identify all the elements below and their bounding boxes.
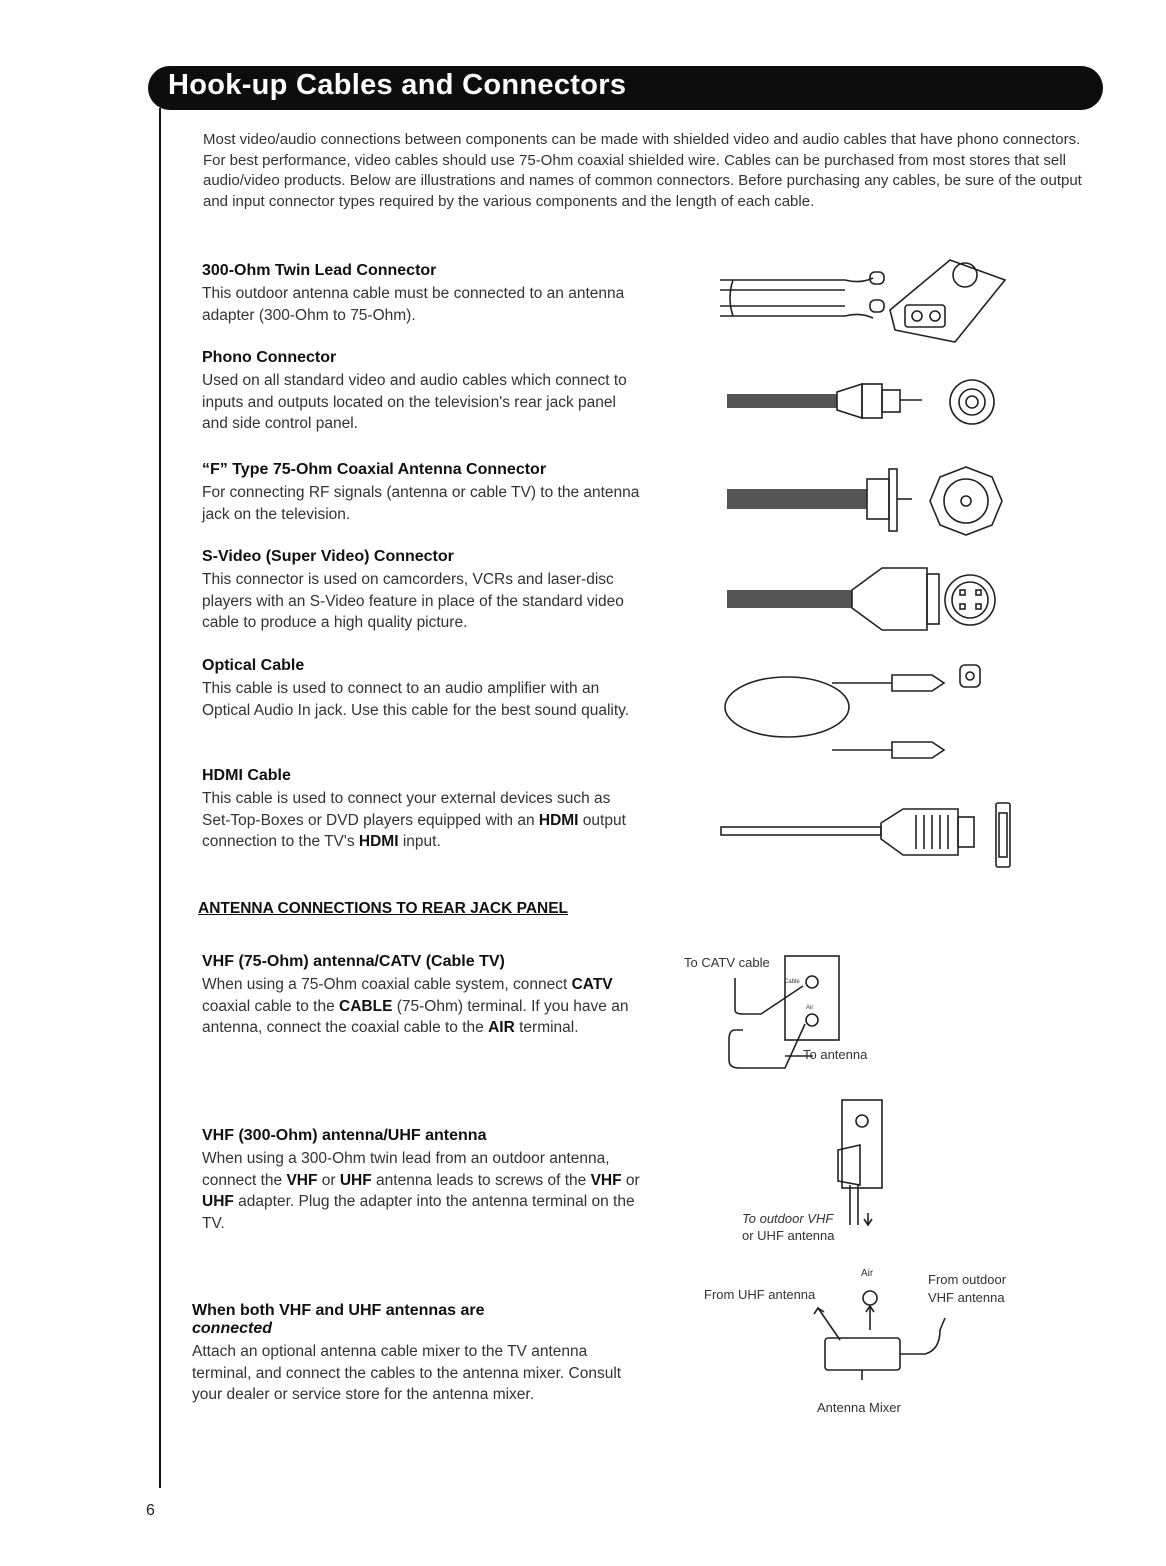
section-text: This cable is used to connect your external devices such as Set-Top-Boxes or DVD players equipped with an HDMI output connection to the TV's HDMI input. — [202, 790, 626, 850]
section-hdmi — [202, 767, 642, 853]
caption-to-outdoor-1: To outdoor VHF — [742, 1211, 834, 1226]
section-title: When both VHF and UHF antennas are connected — [192, 1302, 485, 1337]
section-title: Phono Connector — [202, 349, 337, 366]
twin-lead-connector-icon — [715, 250, 1025, 350]
page-number: 6 — [146, 1502, 155, 1519]
hdmi-cable-icon — [718, 795, 1018, 875]
section-title: VHF (300-Ohm) antenna/UHF antenna — [202, 1127, 487, 1144]
section-title: HDMI Cable — [202, 767, 291, 784]
caption-antenna-mixer: Antenna Mixer — [817, 1400, 901, 1415]
caption-to-outdoor-2: or UHF antenna — [742, 1228, 835, 1243]
antenna-heading: ANTENNA CONNECTIONS TO REAR JACK PANEL — [198, 900, 569, 917]
section-title: “F” Type 75-Ohm Coaxial Antenna Connector — [202, 461, 547, 478]
section-optical — [202, 657, 642, 721]
section-phono — [202, 349, 642, 435]
section-text: When using a 75-Ohm coaxial cable system, connect CATV coaxial cable to the CABLE (75-Ohm) terminal. If you have an antenna, connect the coaxial cable to the AIR terminal. — [202, 976, 629, 1036]
section-text: For connecting RF signals (antenna or cable TV) to the antenna jack on the television. — [202, 484, 640, 523]
section-text: This connector is used on camcorders, VCRs and laser-disc players with an S-Video feature in place of the standard video cable to produce a high quality picture. — [202, 571, 624, 631]
section-svideo — [202, 548, 642, 634]
section-text: When using a 300-Ohm twin lead from an outdoor antenna, connect the VHF or UHF antenna leads to screws of the VHF or UHF adapter. Plug the adapter into the antenna terminal on the TV. — [202, 1150, 640, 1232]
caption-air-small: Air — [806, 1005, 814, 1011]
section-title: VHF (75-Ohm) antenna/CATV (Cable TV) — [202, 953, 505, 970]
section-text: Attach an optional antenna cable mixer to the TV antenna terminal, and connect the cables to the antenna mixer. Consult your dealer or service store for the antenna mixer. — [192, 1343, 622, 1403]
antenna-mixer-icon — [790, 1280, 960, 1380]
section-title: 300-Ohm Twin Lead Connector — [202, 262, 437, 279]
optical-cable-icon — [722, 655, 1012, 765]
section-text: This cable is used to connect to an audio amplifier with an Optical Audio In jack. Use this cable for the best sound quality. — [202, 680, 630, 719]
caption-from-uhf: From UHF antenna — [704, 1287, 816, 1302]
outdoor-antenna-connection-icon — [830, 1095, 890, 1230]
caption-air-mixer: Air — [861, 1268, 874, 1279]
section-f-type — [202, 461, 642, 525]
section-text: This outdoor antenna cable must be connected to an antenna adapter (300-Ohm to 75-Ohm). — [202, 285, 625, 324]
phono-connector-icon — [722, 370, 1012, 440]
f-type-connector-icon — [722, 455, 1012, 545]
section-both — [192, 1302, 632, 1406]
section-vhf75 — [202, 953, 642, 1039]
caption-to-catv: To CATV cable — [684, 955, 770, 970]
caption-from-outdoor-2: VHF antenna — [928, 1290, 1005, 1305]
margin-rule — [159, 108, 161, 1488]
section-title: S-Video (Super Video) Connector — [202, 548, 454, 565]
caption-from-outdoor-1: From outdoor — [928, 1272, 1007, 1287]
intro-paragraph: Most video/audio connections between components can be made with shielded video and audio cables that have phono connectors. For best performance, video cables should use 75-Ohm coaxial shielded wire. Cables can be purchased from most stores that sell audio/video products. Below are illustrations and names of common connectors. Before purchasing any cables, be sure of the output and input connector types required by the various components and the length of each cable. — [203, 131, 1082, 210]
section-text: Used on all standard video and audio cables which connect to inputs and outputs located on the television's rear jack panel and side control panel. — [202, 372, 627, 432]
caption-to-antenna: To antenna — [803, 1047, 868, 1062]
section-twin-lead — [202, 262, 642, 326]
caption-cable-small: Cable — [784, 979, 800, 985]
section-vhf300 — [202, 1127, 642, 1234]
svideo-connector-icon — [722, 560, 1017, 640]
page-title: Hook-up Cables and Connectors — [168, 69, 627, 101]
page-banner — [148, 66, 1103, 110]
section-title: Optical Cable — [202, 657, 305, 674]
